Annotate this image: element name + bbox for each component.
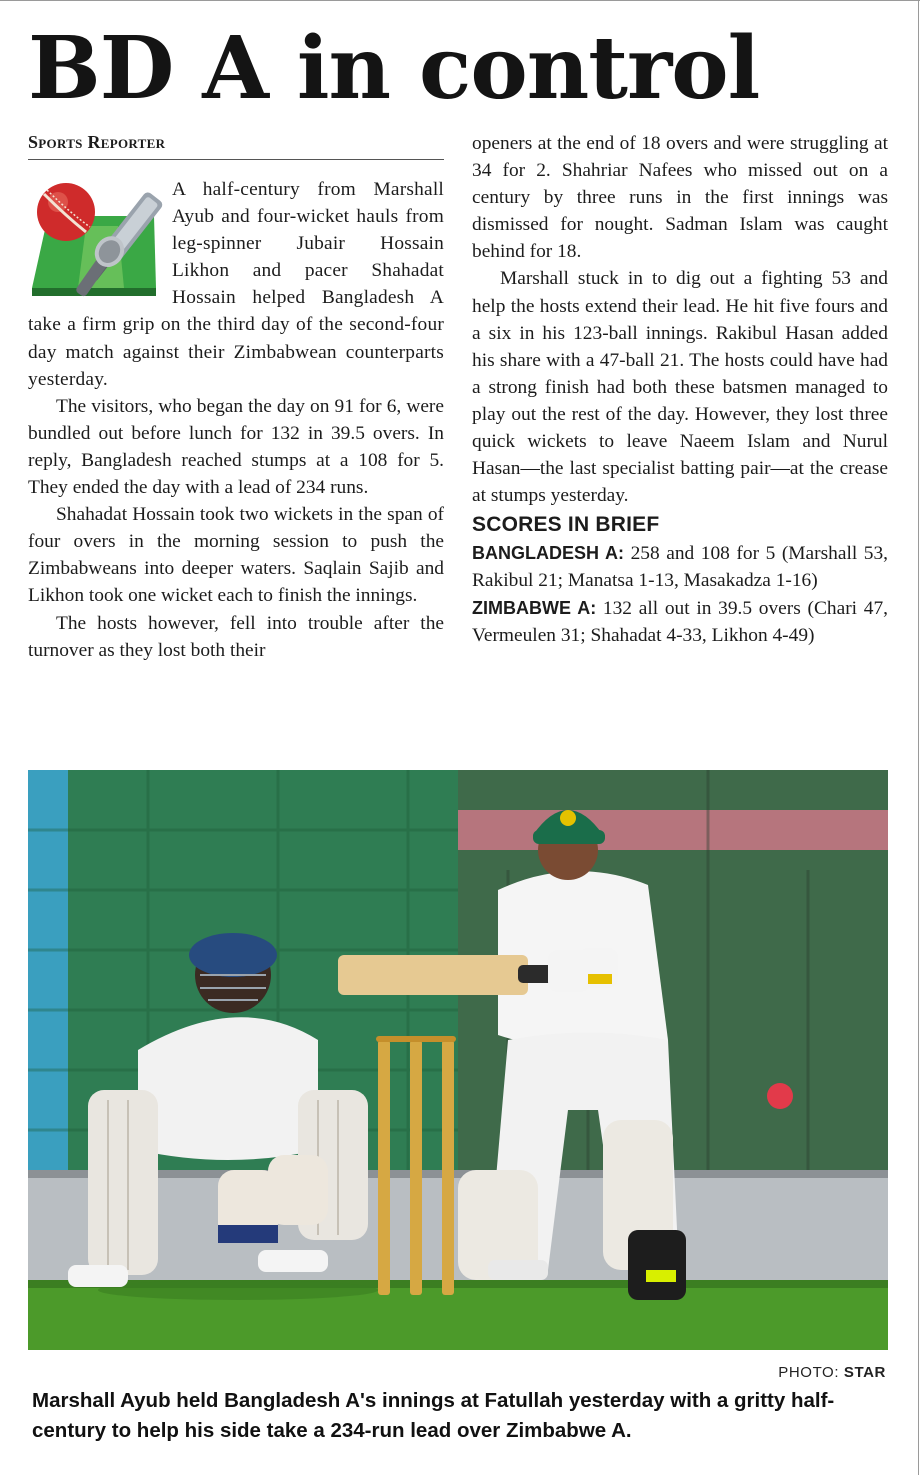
score-bangladesh-a-detail: 258 and 108 for 5 (Marshall 53, Rakibul 21; Manatsa 1-13, Masakadza 1-16) [472,543,889,592]
photo-credit-source: STAR [843,1364,886,1381]
page-border-top [0,0,920,1]
scores-in-brief-heading: SCORES IN BRIEF [472,513,660,537]
score-zimbabwe-a-detail: 132 all out in 39.5 overs (Chari 47, Vermeulen 31; Shahadat 4-33, Likhon 4-49) [472,597,888,646]
article-column-1 [28,176,444,664]
paragraph-2: The visitors, who began the day on 91 for 6, were bundled out before lunch for 132 in 39.5 overs. In reply, Bangladesh reached stumps at a 108 for 5. They ended the day with a lead of 234 runs. [28,395,444,499]
paragraph-lead: A half-century from Marshall Ayub and four-wicket hauls from leg-spinner Jubair Hossain Likhon and pacer Shahadat Hossain helped Bangladesh A take a firm grip on the third day of the second-four day match against their Zimbabwean counterparts yesterday. [28,179,444,390]
team-bangladesh-a: BANGLADESH A: [472,543,625,564]
headline: BD A in control [28,18,760,119]
cricket-logo-icon [28,176,164,306]
article-column-2 [472,130,888,649]
paragraph-4-continued: openers at the end of 18 overs and were struggling at 34 for 2. Shahriar Nafees who missed out on a century by three runs in the first innings was dismissed for nought. Sadman Islam was caught behind for 18. [472,133,888,263]
team-zimbabwe-a: ZIMBABWE A: [472,597,597,618]
page-border-right [918,0,919,1475]
score-bangladesh-a [472,540,888,594]
score-zimbabwe-a [472,595,888,649]
paragraph-4: The hosts however, fell into trouble after the turnover as they lost both their [28,612,444,661]
photo-credit [778,1364,886,1381]
photo-caption: Marshall Ayub held Bangladesh A's innings at Fatullah yesterday with a gritty half-century to help his side take a 234-run lead over Zimbabwe A. [32,1389,835,1442]
byline: Sports Reporter [28,132,444,160]
paragraph-5: Marshall stuck in to dig out a fighting 53 and help the hosts extend their lead. He hit five fours and a six in his 123-ball innings. Rakibul Hasan added his share with a 47-ball 21. The hosts could have had a strong finish had both these batsmen managed to play out the rest of the day. However, they lost three quick wickets to leave Naeem Islam and Nurul Hasan—the last specialist batting pair—at the crease at stumps yesterday. [472,268,888,507]
paragraph-3: Shahadat Hossain took two wickets in the span of four overs in the morning session to push the Zimbabweans into deeper waters. Saqlain Sajib and Likhon took one wicket each to finish the innings. [28,504,444,607]
photo-credit-label: PHOTO: [778,1364,844,1381]
match-photo [28,770,888,1350]
